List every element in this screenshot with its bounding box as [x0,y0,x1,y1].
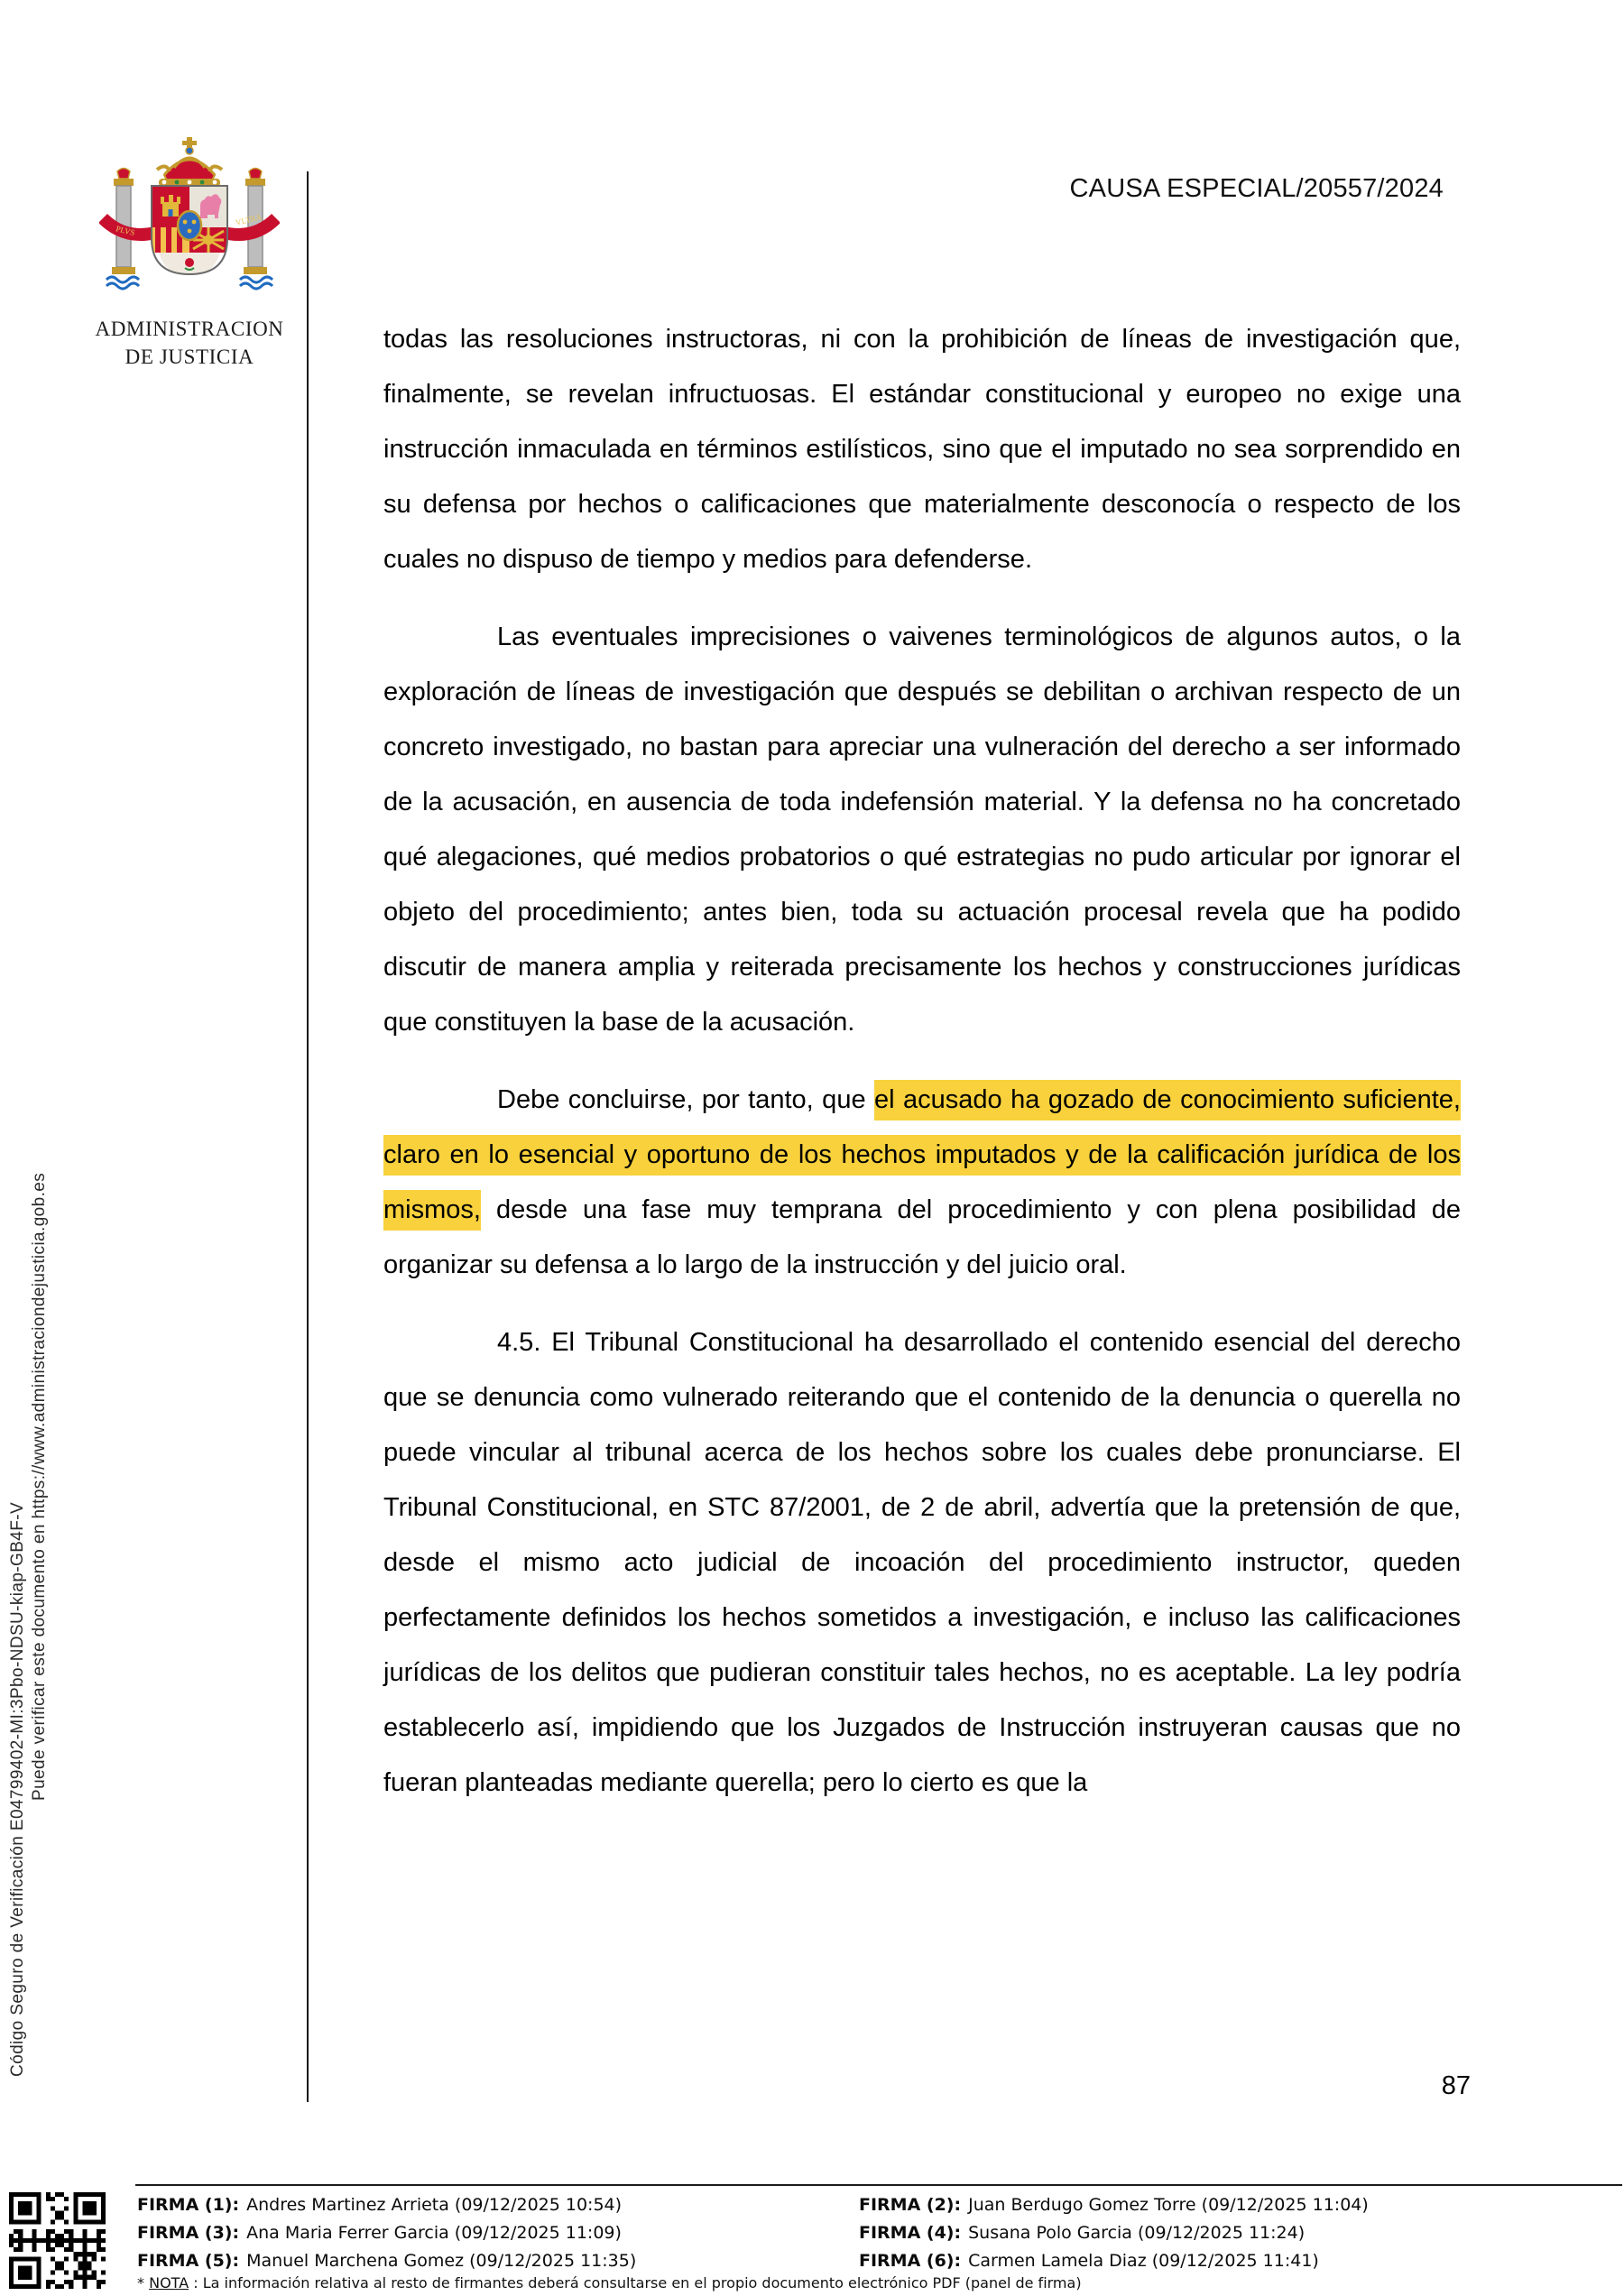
paragraph [383,312,1461,587]
signature-name: Juan Berdugo Gomez Torre (09/12/2025 11:04) [968,2195,1369,2215]
verification-notice: Puede verificar este documento en https://www.administraciondejusticia.gob.es [30,1172,49,1801]
svg-text:PLVS: PLVS [115,224,136,238]
secure-verification-code: Código Seguro de Verificación E04799402-MI:3Pbo-NDSU-kiap-GB4F-V [8,1501,27,2077]
case-reference: CAUSA ESPECIAL/20557/2024 [1069,174,1444,203]
signature-label: FIRMA (6): [859,2251,962,2271]
signature-column-right [859,2191,1369,2275]
text-run: Las eventuales imprecisiones o vaivenes terminológicos de algunos autos, o la exploración de líneas de investigación que después se debilitan o archivan respecto de un concreto investigado, no bastan para apreciar una vulneración del derecho a ser informado de la acusación, en ausencia de toda indefensión material. Y la defensa no ha concretado qué alegaciones, qué medios probatorios o qué estrategias no pudo articular por ignorar el objeto del procedimiento; antes bien, toda su actuación procesal revela que ha podido discutir de manera amplia y reiterada precisamente los hechos y construcciones jurídicas que constituyen la base de la acusación. [383,622,1461,1037]
vertical-divider [307,171,309,2102]
text-run: Debe concluirse, por tanto, que [497,1085,875,1114]
signature-column-left [137,2191,636,2275]
footer-divider [135,2184,1622,2186]
note-text: : La información relativa al resto de firmantes deberá consultarse en el propio documento electrónico PDF (panel de firma) [189,2274,1082,2291]
signature-row [859,2191,1369,2219]
paragraph [383,610,1461,1050]
signature-name: Carmen Lamela Diaz (09/12/2025 11:41) [968,2251,1319,2271]
signature-label: FIRMA (2): [859,2195,962,2215]
signature-row [859,2247,1369,2275]
crown [157,137,222,187]
document-body [383,312,1461,1811]
page-number: 87 [1441,2071,1471,2100]
signature-name: Andres Martinez Arrieta (09/12/2025 10:54) [246,2195,623,2215]
note-asterisk: * [137,2274,150,2291]
signature-row [859,2219,1369,2247]
text-run: 4.5. El Tribunal Constitucional ha desarrollado el contenido esencial del derecho que se denuncia como vulnerado reiterando que el contenido de la denuncia o querella no puede vincular al tribunal acerca de los hechos sobre los cuales debe pronunciarse. El Tribunal Constitucional, en STC 87/2001, de 2 de abril, advertía que la pretensión de que, desde el mismo acto judicial de incoación del procedimiento instructor, queden perfectamente definidos los hechos sometidos a investigación, e incluso las calificaciones jurídicas de los delitos que pudieran constituir tales hechos, no es aceptable. La ley podría establecerlo así, impidiendo que los Juzgados de Instrucción instruyeran causas que no fueran planteadas mediante querella; pero lo cierto es que la [383,1328,1461,1797]
signature-label: FIRMA (5): [137,2251,240,2271]
spain-coat-of-arms-icon [99,135,280,312]
note-label: NOTA [149,2274,189,2291]
signature-row [137,2219,636,2247]
signature-label: FIRMA (1): [137,2195,240,2215]
highlighted-text: el acusado ha gozado de conocimiento suficiente, claro en lo esencial y oportuno de los hechos imputados y de la calificación jurídica de los mismos, [383,1080,1461,1231]
svg-text:VLTRA: VLTRA [235,212,263,227]
qr-code [9,2192,106,2289]
paragraph [383,1315,1461,1811]
signature-row [137,2247,636,2275]
text-run: desde una fase muy temprana del procedimiento y con plena posibilidad de organizar su defensa a lo largo de la instrucción y del juicio oral. [383,1195,1461,1279]
paragraph [383,1073,1461,1293]
brand-caption-line2: DE JUSTICIA [125,346,254,368]
text-run: todas las resoluciones instructoras, ni con la prohibición de líneas de investigación que, finalmente, se revelan infructuosas. El estándar constitucional y europeo no exige una instrucción inmaculada en términos estilísticos, sino que el imputado no sea sorprendido en su defensa por hechos o calificaciones que materialmente desconocía o respecto de los cuales no dispuso de tiempo y medios para defenderse. [383,325,1461,574]
signature-name: Manuel Marchena Gomez (09/12/2025 11:35) [246,2251,637,2271]
signature-note [137,2274,1490,2291]
brand-caption [72,315,307,371]
shield [152,186,227,276]
brand-caption-line1: ADMINISTRACION [95,318,284,340]
signature-label: FIRMA (3): [137,2223,240,2243]
signature-name: Susana Polo Garcia (09/12/2025 11:24) [968,2223,1306,2243]
signature-row [137,2191,636,2219]
signature-name: Ana Maria Ferrer Garcia (09/12/2025 11:09) [246,2223,622,2243]
signature-label: FIRMA (4): [859,2223,962,2243]
